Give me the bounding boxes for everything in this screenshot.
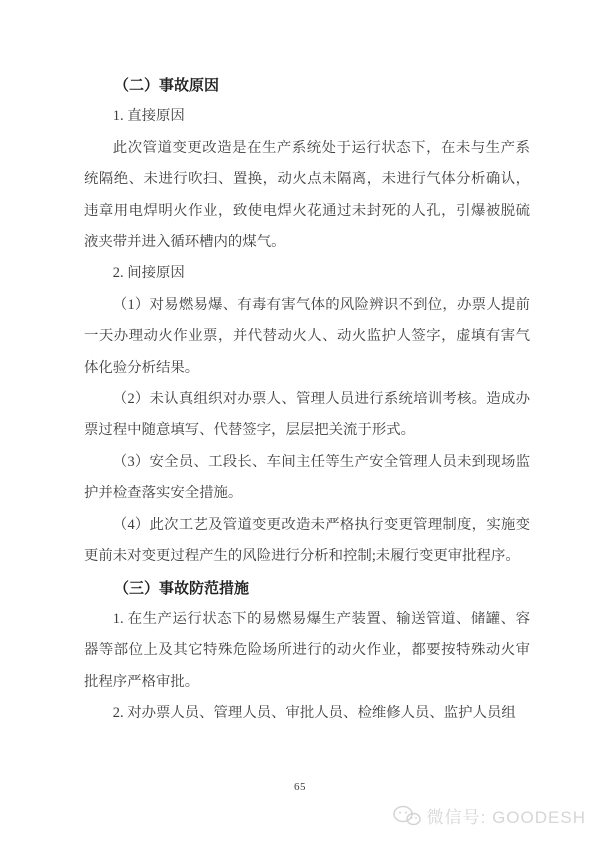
page-number: 65 xyxy=(294,781,306,793)
list-item-indirect-cause-title: 2. 间接原因 xyxy=(112,265,185,282)
paragraph-direct-cause: 此次管道变更改造是在生产系统处于运行状态下，在未与生产系统隔绝、未进行吹扫、置换，动火点未隔离，未进行气体分析确认，违章用电焊明火作业，致使电焊火花通过未封死的人孔，引爆被脱硫液夹带并进入循环槽内的煤气。 xyxy=(84,139,530,251)
watermark-label: 微信号: GOODESH xyxy=(426,808,586,827)
paragraph-indirect-cause-1: （1）对易燃易爆、有毒有害气体的风险辨识不到位，办票人提前一天办理动火作业票，并代替动火人、动火监护人签字，虚填有害气体化验分析结果。 xyxy=(84,296,530,376)
paragraph-measure-1: 1. 在生产运行状态下的易燃易爆生产装置、输送管道、储罐、容器等部位上及其它特殊危险场所进行的动火作业，都要按特殊动火审批程序严格审批。 xyxy=(84,610,530,690)
wechat-icon xyxy=(392,804,422,828)
section-heading-prevention-measures: （三）事故防范措施 xyxy=(114,579,250,597)
document-body xyxy=(84,70,530,730)
paragraph-indirect-cause-3: （3）安全员、工段长、车间主任等生产安全管理人员未到现场监护并检查落实安全措施。 xyxy=(84,453,530,502)
paragraph-indirect-cause-2: （2）未认真组织对办票人、管理人员进行系统培训考核。造成办票过程中随意填写、代替签字，层层把关流于形式。 xyxy=(84,391,530,439)
paragraph-measure-2: 2. 对办票人员、管理人员、审批人员、检维修人员、监护人员组 xyxy=(112,705,516,722)
paragraph-indirect-cause-4: （4）此次工艺及管道变更改造未严格执行变更管理制度，实施变更前未对变更过程产生的风险进行分析和控制;未履行变更审批程序。 xyxy=(84,516,530,565)
section-heading-accident-causes: （二）事故原因 xyxy=(114,77,220,94)
watermark xyxy=(392,803,586,828)
list-item-direct-cause-title: 1. 直接原因 xyxy=(112,108,185,125)
